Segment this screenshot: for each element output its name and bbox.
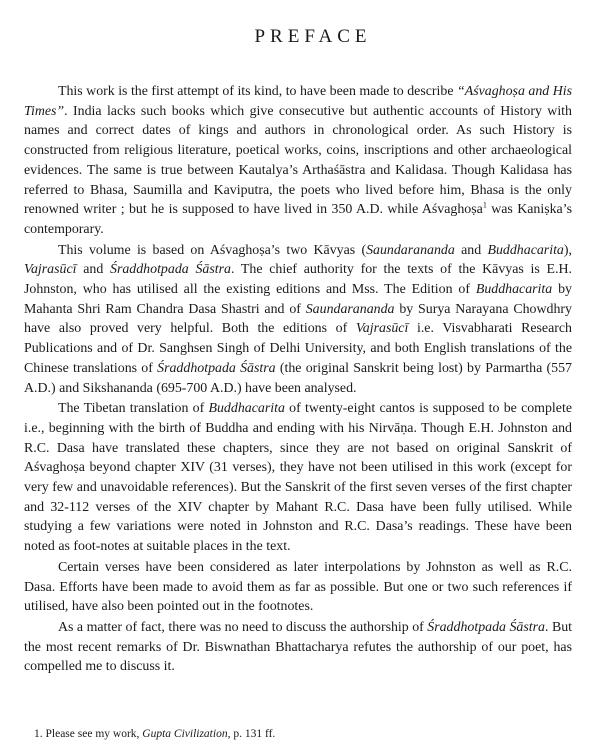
italic-text: Gupta Civilization [142,728,228,740]
paragraph [24,82,572,240]
italic-text: Buddhacarita [475,282,553,298]
italic-text: Buddhacarita [208,401,285,417]
footnote [34,728,275,740]
text-run: Certain verses have been considered as later interpolations by Johnston as well as R.C. Dasa. Efforts have been made to avoid them as far as possible. But one or two such references if utilised, have also been pointed out in the footnotes. [24,559,572,615]
text-run: As a matter of fact, there was no need to discuss the authorship of [58,619,428,635]
text-run: i.e. Visvabharati Research Publications and of Dr. Sanghsen Singh of Delhi University, and both English translations of the Chinese translations of [24,321,572,376]
text-run: , p. 131 ff. [227,728,276,740]
paragraph [24,399,572,557]
text-run: by Surya Narayana Chowdhry have also proved very helpful. Both the editions of [24,301,572,337]
paragraph [24,618,572,677]
text-run: This work is the first attempt of its kind, to have been made to describe [58,84,457,99]
text-run: and [454,242,488,258]
text-run: was Kaniṣka’s contemporary. [24,202,572,237]
text-run: . But the most recent remarks of Dr. Biswnathan Bhattacharya refutes the authorship of our poet, has compelled me to discuss it. [24,619,573,675]
text-run: 1. Please see my work, [34,728,143,740]
preface-body [24,82,572,677]
text-run: This volume is based on Aśvaghoṣa’s two Kāvyas ( [58,242,367,258]
italic-text: Buddhacarita [487,242,564,258]
italic-text: “Aśvaghoṣa and His Times” [24,84,572,119]
text-run: The Tibetan translation of [58,401,209,417]
italic-text: Saundarananda [305,301,395,317]
italic-text: Śraddhotpada Śāstra [157,360,276,376]
italic-text: Saundarananda [366,242,455,258]
text-run: of twenty-eight cantos is supposed to be complete i.e., beginning with the birth of Buddha and ending with his Nirvāṇa. Though E.H. Johnston and R.C. Dasa have translated these chapters, since they are not based on original Sanskrit of Aśvaghoṣa beyond chapter XIV (31 verses), they have not been utilised in this work (except for very few and unavoidable references). But the Sanskrit of the first seven verses of the first chapter and 32-112 verses of the XIV chapter by Mahant R.C. Dasa have been fully utilised. While studying a few variations were noted in Johnston and R.C. Dasa’s readings. These have been noted as foot-notes at suitable places in the text. [24,401,572,555]
italic-text: Śraddhotpada Śāstra [427,619,545,635]
italic-text: Vajrasūcī [24,262,77,278]
text-run: (the original Sanskrit being lost) by Parmartha (557 A.D.) and Sikshananda (695-700 A.D.) have been analysed. [24,360,572,396]
text-run: . India lacks such books which give consecutive but authentic accounts of History with names and correct dates of kings and authors in chronological order. As such History is constructed from religious literature, poetical works, coins, inscriptions and other archaeological evidences. The same is true between Kautalya’s Arthaśāstra and Kalidasa. Though Kalidasa has referred to Bhasa, Saumilla and Kaviputra, the poets who lived before him, Bhasa is the only renowned writer ; but he is supposed to have lived in 350 A.D. while Aśvaghoṣa [24,103,572,218]
text-run: ), [563,242,572,258]
text-run: and [76,262,110,278]
page-title: PREFACE [254,26,372,47]
text-run: by Mahanta Shri Ram Chandra Dasa Shastri and of [24,282,572,317]
text-run: . The chief authority for the texts of the Kāvyas is E.H. Johnston, who has utilised all the existing editions and Mss. The Edition of [24,262,572,298]
paragraph [24,558,572,617]
paragraph [24,241,572,399]
italic-text: Vajrasūcī [355,321,409,337]
italic-text: Śraddhotpada Śāstra [110,262,231,278]
footnote-marker: 1 [482,200,487,210]
